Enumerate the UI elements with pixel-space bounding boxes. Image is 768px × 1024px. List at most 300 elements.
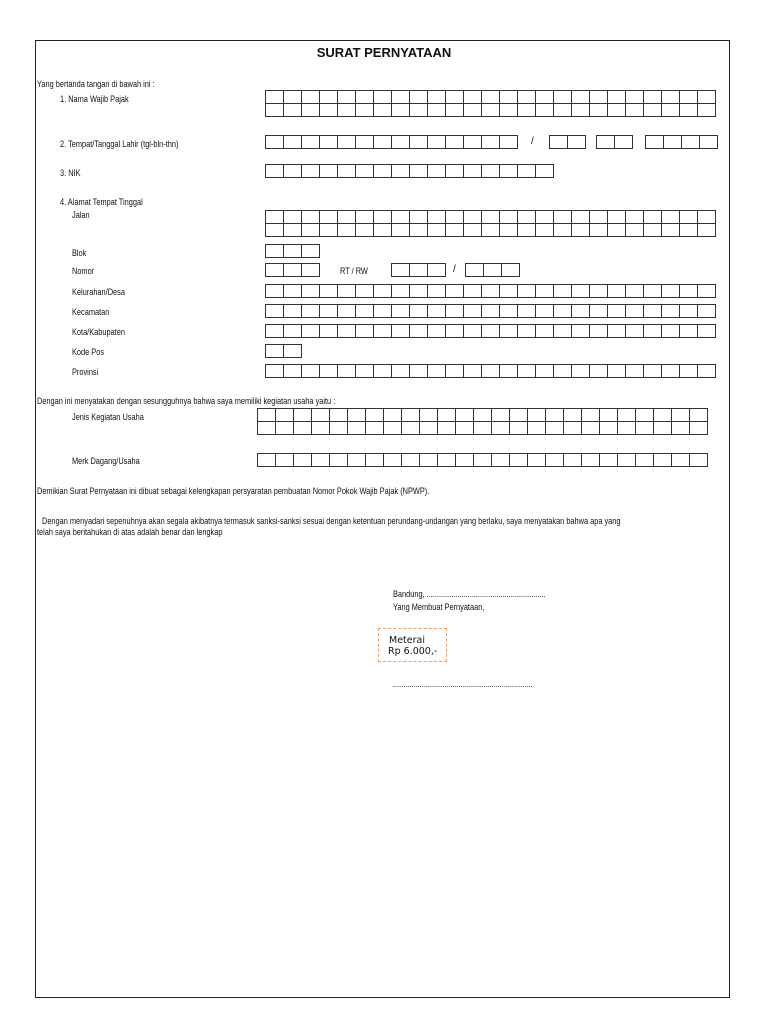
char-box[interactable] <box>374 104 392 117</box>
char-box[interactable] <box>392 365 410 378</box>
char-box[interactable] <box>482 91 500 104</box>
char-box[interactable] <box>482 211 500 224</box>
char-box[interactable] <box>608 365 626 378</box>
char-box[interactable] <box>564 454 582 467</box>
input-kota-kabupaten[interactable] <box>265 324 716 338</box>
char-box[interactable] <box>392 91 410 104</box>
input-provinsi[interactable] <box>265 364 716 378</box>
char-box[interactable] <box>266 245 284 258</box>
char-box[interactable] <box>680 224 698 237</box>
char-box[interactable] <box>302 264 320 277</box>
input-rw[interactable] <box>465 263 520 277</box>
char-box[interactable] <box>330 454 348 467</box>
char-box[interactable] <box>636 422 654 435</box>
char-box[interactable] <box>266 325 284 338</box>
char-box[interactable] <box>284 264 302 277</box>
char-box[interactable] <box>502 264 520 277</box>
char-box[interactable] <box>258 422 276 435</box>
char-box[interactable] <box>492 422 510 435</box>
char-box[interactable] <box>374 325 392 338</box>
char-box[interactable] <box>482 136 500 149</box>
char-box[interactable] <box>392 285 410 298</box>
char-box[interactable] <box>590 104 608 117</box>
char-box[interactable] <box>428 165 446 178</box>
char-box[interactable] <box>374 136 392 149</box>
char-box[interactable] <box>356 165 374 178</box>
char-box[interactable] <box>456 409 474 422</box>
char-box[interactable] <box>590 285 608 298</box>
char-box[interactable] <box>600 422 618 435</box>
char-box[interactable] <box>420 409 438 422</box>
char-box[interactable] <box>356 305 374 318</box>
char-box[interactable] <box>680 285 698 298</box>
char-box[interactable] <box>500 91 518 104</box>
char-box[interactable] <box>626 325 644 338</box>
char-box[interactable] <box>698 211 716 224</box>
char-box[interactable] <box>698 104 716 117</box>
char-box[interactable] <box>572 211 590 224</box>
char-box[interactable] <box>284 325 302 338</box>
char-box[interactable] <box>500 285 518 298</box>
char-box[interactable] <box>464 325 482 338</box>
char-box[interactable] <box>568 136 586 149</box>
char-box[interactable] <box>392 325 410 338</box>
char-box[interactable] <box>662 224 680 237</box>
char-box[interactable] <box>626 224 644 237</box>
char-box[interactable] <box>474 422 492 435</box>
char-box[interactable] <box>284 245 302 258</box>
char-box[interactable] <box>546 409 564 422</box>
char-box[interactable] <box>590 91 608 104</box>
char-box[interactable] <box>664 136 682 149</box>
char-box[interactable] <box>266 305 284 318</box>
char-box[interactable] <box>420 454 438 467</box>
char-box[interactable] <box>338 91 356 104</box>
char-box[interactable] <box>644 91 662 104</box>
char-box[interactable] <box>680 365 698 378</box>
char-box[interactable] <box>266 211 284 224</box>
char-box[interactable] <box>302 305 320 318</box>
input-tanggal-lahir-tgl[interactable] <box>549 135 586 149</box>
char-box[interactable] <box>284 104 302 117</box>
char-box[interactable] <box>312 454 330 467</box>
char-box[interactable] <box>680 305 698 318</box>
char-box[interactable] <box>618 409 636 422</box>
char-box[interactable] <box>466 264 484 277</box>
char-box[interactable] <box>438 409 456 422</box>
input-merk-dagang[interactable] <box>257 453 708 467</box>
char-box[interactable] <box>698 285 716 298</box>
char-box[interactable] <box>654 454 672 467</box>
char-box[interactable] <box>644 325 662 338</box>
char-box[interactable] <box>464 305 482 318</box>
char-box[interactable] <box>644 305 662 318</box>
char-box[interactable] <box>662 211 680 224</box>
char-box[interactable] <box>320 211 338 224</box>
char-box[interactable] <box>356 211 374 224</box>
char-box[interactable] <box>330 422 348 435</box>
char-box[interactable] <box>484 264 502 277</box>
char-box[interactable] <box>320 365 338 378</box>
char-box[interactable] <box>284 165 302 178</box>
char-box[interactable] <box>428 285 446 298</box>
char-box[interactable] <box>698 91 716 104</box>
char-box[interactable] <box>374 365 392 378</box>
char-box[interactable] <box>446 224 464 237</box>
char-box[interactable] <box>294 409 312 422</box>
char-box[interactable] <box>374 285 392 298</box>
char-box[interactable] <box>428 224 446 237</box>
char-box[interactable] <box>492 409 510 422</box>
char-box[interactable] <box>608 104 626 117</box>
char-box[interactable] <box>554 305 572 318</box>
char-box[interactable] <box>284 136 302 149</box>
char-box[interactable] <box>320 325 338 338</box>
char-box[interactable] <box>572 104 590 117</box>
char-box[interactable] <box>276 454 294 467</box>
char-box[interactable] <box>392 264 410 277</box>
char-box[interactable] <box>320 136 338 149</box>
char-box[interactable] <box>266 224 284 237</box>
char-box[interactable] <box>518 365 536 378</box>
char-box[interactable] <box>428 264 446 277</box>
char-box[interactable] <box>356 136 374 149</box>
char-box[interactable] <box>528 409 546 422</box>
char-box[interactable] <box>446 136 464 149</box>
char-box[interactable] <box>320 224 338 237</box>
char-box[interactable] <box>284 224 302 237</box>
char-box[interactable] <box>320 285 338 298</box>
char-box[interactable] <box>636 409 654 422</box>
char-box[interactable] <box>348 422 366 435</box>
char-box[interactable] <box>482 365 500 378</box>
char-box[interactable] <box>572 365 590 378</box>
char-box[interactable] <box>590 224 608 237</box>
char-box[interactable] <box>266 345 284 358</box>
char-box[interactable] <box>266 285 284 298</box>
char-box[interactable] <box>554 224 572 237</box>
char-box[interactable] <box>554 365 572 378</box>
char-box[interactable] <box>410 211 428 224</box>
char-box[interactable] <box>320 305 338 318</box>
char-box[interactable] <box>258 409 276 422</box>
char-box[interactable] <box>474 454 492 467</box>
char-box[interactable] <box>464 211 482 224</box>
char-box[interactable] <box>392 305 410 318</box>
char-box[interactable] <box>626 104 644 117</box>
char-box[interactable] <box>338 104 356 117</box>
char-box[interactable] <box>662 365 680 378</box>
char-box[interactable] <box>284 365 302 378</box>
char-box[interactable] <box>410 136 428 149</box>
char-box[interactable] <box>518 211 536 224</box>
char-box[interactable] <box>572 224 590 237</box>
input-rt[interactable] <box>391 263 446 277</box>
char-box[interactable] <box>338 285 356 298</box>
char-box[interactable] <box>500 305 518 318</box>
char-box[interactable] <box>536 104 554 117</box>
char-box[interactable] <box>302 136 320 149</box>
char-box[interactable] <box>572 285 590 298</box>
char-box[interactable] <box>374 91 392 104</box>
char-box[interactable] <box>626 91 644 104</box>
char-box[interactable] <box>392 211 410 224</box>
char-box[interactable] <box>464 91 482 104</box>
char-box[interactable] <box>680 91 698 104</box>
char-box[interactable] <box>366 454 384 467</box>
char-box[interactable] <box>338 325 356 338</box>
char-box[interactable] <box>500 165 518 178</box>
char-box[interactable] <box>615 136 633 149</box>
char-box[interactable] <box>284 345 302 358</box>
char-box[interactable] <box>374 305 392 318</box>
char-box[interactable] <box>302 365 320 378</box>
char-box[interactable] <box>536 365 554 378</box>
char-box[interactable] <box>564 422 582 435</box>
char-box[interactable] <box>374 211 392 224</box>
char-box[interactable] <box>528 454 546 467</box>
input-tempat-lahir[interactable] <box>265 135 518 149</box>
char-box[interactable] <box>482 325 500 338</box>
input-jenis-kegiatan-usaha[interactable] <box>257 408 708 435</box>
char-box[interactable] <box>572 325 590 338</box>
char-box[interactable] <box>464 165 482 178</box>
char-box[interactable] <box>698 305 716 318</box>
char-box[interactable] <box>626 285 644 298</box>
char-box[interactable] <box>510 454 528 467</box>
char-box[interactable] <box>582 409 600 422</box>
char-box[interactable] <box>590 365 608 378</box>
char-box[interactable] <box>644 224 662 237</box>
char-box[interactable] <box>590 325 608 338</box>
char-box[interactable] <box>446 305 464 318</box>
char-box[interactable] <box>644 285 662 298</box>
char-box[interactable] <box>302 165 320 178</box>
char-box[interactable] <box>366 409 384 422</box>
char-box[interactable] <box>384 454 402 467</box>
char-box[interactable] <box>302 245 320 258</box>
char-box[interactable] <box>258 454 276 467</box>
char-box[interactable] <box>438 454 456 467</box>
input-kode-pos[interactable] <box>265 344 302 358</box>
char-box[interactable] <box>482 224 500 237</box>
char-box[interactable] <box>500 211 518 224</box>
char-box[interactable] <box>266 365 284 378</box>
char-box[interactable] <box>582 422 600 435</box>
char-box[interactable] <box>500 365 518 378</box>
char-box[interactable] <box>536 165 554 178</box>
char-box[interactable] <box>518 285 536 298</box>
char-box[interactable] <box>338 136 356 149</box>
char-box[interactable] <box>374 224 392 237</box>
char-box[interactable] <box>618 422 636 435</box>
char-box[interactable] <box>446 211 464 224</box>
char-box[interactable] <box>356 325 374 338</box>
char-box[interactable] <box>618 454 636 467</box>
char-box[interactable] <box>662 305 680 318</box>
char-box[interactable] <box>392 165 410 178</box>
char-box[interactable] <box>392 104 410 117</box>
char-box[interactable] <box>392 136 410 149</box>
char-box[interactable] <box>428 136 446 149</box>
char-box[interactable] <box>410 305 428 318</box>
char-box[interactable] <box>338 211 356 224</box>
char-box[interactable] <box>672 409 690 422</box>
input-tanggal-lahir-thn[interactable] <box>645 135 718 149</box>
char-box[interactable] <box>410 365 428 378</box>
char-box[interactable] <box>554 325 572 338</box>
char-box[interactable] <box>572 305 590 318</box>
input-kecamatan[interactable] <box>265 304 716 318</box>
char-box[interactable] <box>572 91 590 104</box>
char-box[interactable] <box>464 365 482 378</box>
char-box[interactable] <box>546 454 564 467</box>
char-box[interactable] <box>464 104 482 117</box>
char-box[interactable] <box>662 285 680 298</box>
char-box[interactable] <box>698 325 716 338</box>
char-box[interactable] <box>276 422 294 435</box>
char-box[interactable] <box>690 454 708 467</box>
char-box[interactable] <box>536 224 554 237</box>
char-box[interactable] <box>554 211 572 224</box>
char-box[interactable] <box>554 104 572 117</box>
char-box[interactable] <box>644 104 662 117</box>
char-box[interactable] <box>374 165 392 178</box>
char-box[interactable] <box>294 454 312 467</box>
char-box[interactable] <box>536 285 554 298</box>
char-box[interactable] <box>338 305 356 318</box>
char-box[interactable] <box>320 165 338 178</box>
char-box[interactable] <box>366 422 384 435</box>
char-box[interactable] <box>662 104 680 117</box>
char-box[interactable] <box>294 422 312 435</box>
char-box[interactable] <box>266 91 284 104</box>
char-box[interactable] <box>338 224 356 237</box>
char-box[interactable] <box>446 104 464 117</box>
char-box[interactable] <box>356 285 374 298</box>
char-box[interactable] <box>428 104 446 117</box>
char-box[interactable] <box>597 136 615 149</box>
char-box[interactable] <box>312 422 330 435</box>
char-box[interactable] <box>284 305 302 318</box>
char-box[interactable] <box>626 211 644 224</box>
char-box[interactable] <box>654 409 672 422</box>
char-box[interactable] <box>492 454 510 467</box>
char-box[interactable] <box>266 136 284 149</box>
char-box[interactable] <box>446 91 464 104</box>
char-box[interactable] <box>608 211 626 224</box>
char-box[interactable] <box>338 165 356 178</box>
char-box[interactable] <box>626 365 644 378</box>
char-box[interactable] <box>518 104 536 117</box>
char-box[interactable] <box>284 91 302 104</box>
char-box[interactable] <box>428 305 446 318</box>
input-jalan[interactable] <box>265 210 716 237</box>
char-box[interactable] <box>302 325 320 338</box>
char-box[interactable] <box>662 325 680 338</box>
char-box[interactable] <box>266 264 284 277</box>
char-box[interactable] <box>536 91 554 104</box>
char-box[interactable] <box>654 422 672 435</box>
char-box[interactable] <box>410 165 428 178</box>
char-box[interactable] <box>302 285 320 298</box>
char-box[interactable] <box>428 325 446 338</box>
input-tanggal-lahir-bln[interactable] <box>596 135 633 149</box>
char-box[interactable] <box>410 325 428 338</box>
char-box[interactable] <box>456 454 474 467</box>
char-box[interactable] <box>590 305 608 318</box>
char-box[interactable] <box>428 365 446 378</box>
char-box[interactable] <box>302 224 320 237</box>
char-box[interactable] <box>644 365 662 378</box>
char-box[interactable] <box>590 211 608 224</box>
char-box[interactable] <box>302 104 320 117</box>
char-box[interactable] <box>464 136 482 149</box>
char-box[interactable] <box>582 454 600 467</box>
char-box[interactable] <box>500 224 518 237</box>
char-box[interactable] <box>402 422 420 435</box>
char-box[interactable] <box>700 136 718 149</box>
char-box[interactable] <box>266 165 284 178</box>
char-box[interactable] <box>662 91 680 104</box>
char-box[interactable] <box>464 224 482 237</box>
char-box[interactable] <box>330 409 348 422</box>
char-box[interactable] <box>284 211 302 224</box>
char-box[interactable] <box>392 224 410 237</box>
char-box[interactable] <box>482 104 500 117</box>
char-box[interactable] <box>608 224 626 237</box>
char-box[interactable] <box>680 211 698 224</box>
char-box[interactable] <box>320 104 338 117</box>
char-box[interactable] <box>410 224 428 237</box>
char-box[interactable] <box>600 454 618 467</box>
char-box[interactable] <box>356 224 374 237</box>
char-box[interactable] <box>536 211 554 224</box>
char-box[interactable] <box>428 91 446 104</box>
char-box[interactable] <box>438 422 456 435</box>
char-box[interactable] <box>464 285 482 298</box>
char-box[interactable] <box>546 422 564 435</box>
char-box[interactable] <box>348 409 366 422</box>
char-box[interactable] <box>564 409 582 422</box>
char-box[interactable] <box>608 91 626 104</box>
char-box[interactable] <box>338 365 356 378</box>
char-box[interactable] <box>680 325 698 338</box>
char-box[interactable] <box>550 136 568 149</box>
char-box[interactable] <box>536 305 554 318</box>
char-box[interactable] <box>518 224 536 237</box>
char-box[interactable] <box>690 422 708 435</box>
char-box[interactable] <box>672 454 690 467</box>
char-box[interactable] <box>500 325 518 338</box>
char-box[interactable] <box>644 211 662 224</box>
char-box[interactable] <box>266 104 284 117</box>
char-box[interactable] <box>410 264 428 277</box>
char-box[interactable] <box>402 454 420 467</box>
char-box[interactable] <box>672 422 690 435</box>
char-box[interactable] <box>518 305 536 318</box>
char-box[interactable] <box>428 211 446 224</box>
char-box[interactable] <box>284 285 302 298</box>
char-box[interactable] <box>554 91 572 104</box>
char-box[interactable] <box>356 365 374 378</box>
char-box[interactable] <box>518 91 536 104</box>
char-box[interactable] <box>356 91 374 104</box>
char-box[interactable] <box>680 104 698 117</box>
char-box[interactable] <box>356 104 374 117</box>
char-box[interactable] <box>482 285 500 298</box>
char-box[interactable] <box>646 136 664 149</box>
